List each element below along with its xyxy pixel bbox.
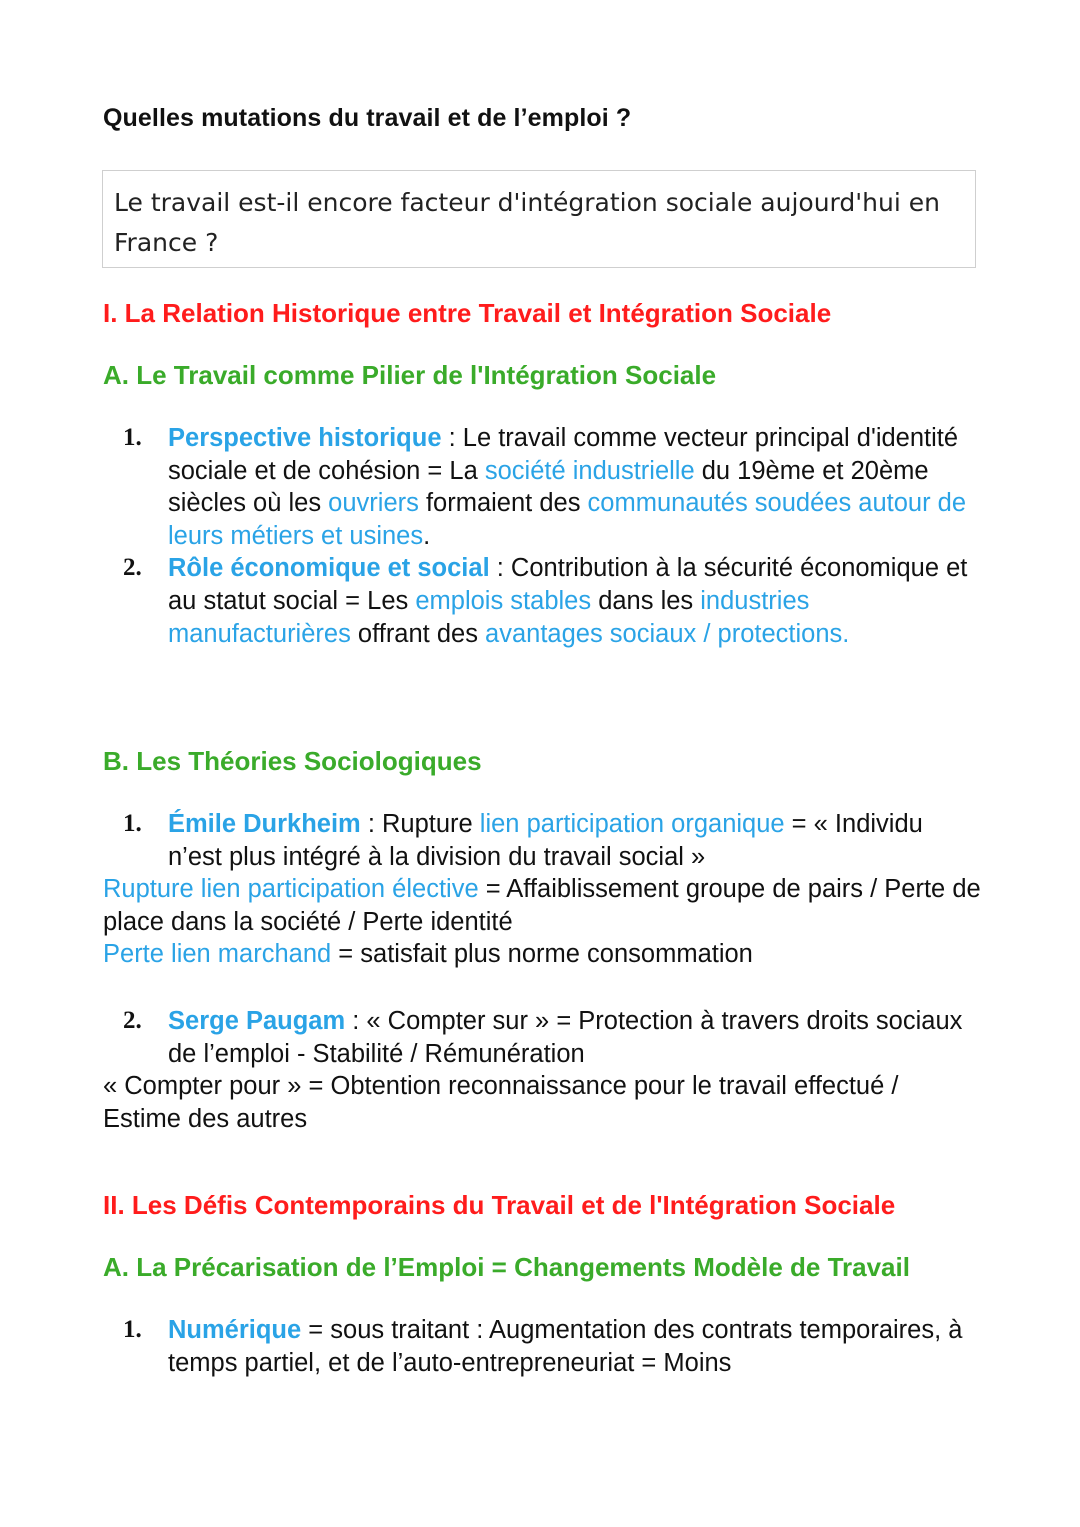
item-term: Émile Durkheim <box>168 810 361 838</box>
item-text: . <box>423 521 431 550</box>
paragraph <box>103 873 983 938</box>
highlight-text: lien participation organique <box>479 810 785 838</box>
item-term: Serge Paugam <box>168 1007 346 1035</box>
item-text: dans les <box>591 586 701 615</box>
part-2-heading: II. Les Défis Contemporains du Travail et de l'Intégration Sociale <box>103 1190 896 1220</box>
item-text: = « Individu n’est plus intégré à la division du travail social » <box>168 810 923 871</box>
item-number: 1. <box>123 810 142 837</box>
item-number: 1. <box>123 424 142 451</box>
list-item <box>103 552 983 650</box>
item-text: : « Compter sur » = Protection à travers droits sociaux de l’emploi - Stabilité / Rémunération <box>168 1007 963 1068</box>
item-text: du 19ème et 20ème siècles où les <box>168 456 929 518</box>
item-text: offrant des <box>350 619 486 648</box>
highlight-text: ouvriers <box>328 489 419 518</box>
list-item <box>103 1005 983 1070</box>
item-term: Rôle économique et social <box>168 554 490 583</box>
list-item <box>103 1314 983 1379</box>
question-box: Le travail est-il encore facteur d'intégration sociale aujourd'hui en France ? <box>102 170 976 268</box>
item-number: 2. <box>123 1007 142 1034</box>
durkheim-block <box>103 808 983 971</box>
paragraph-text: = Affaiblissement groupe de pairs / Perte de place dans la société / Perte identité <box>103 875 981 936</box>
item-number: 2. <box>123 554 142 582</box>
highlight-text: emplois stables <box>415 586 592 615</box>
section-1b-heading: B. Les Théories Sociologiques <box>103 746 482 776</box>
section-2a-list <box>103 1314 983 1379</box>
highlight-text: Perte lien marchand <box>103 940 332 969</box>
paragraph <box>103 938 983 971</box>
item-term: Numérique <box>168 1316 302 1344</box>
section-2a-heading: A. La Précarisation de l’Emploi = Changements Modèle de Travail <box>103 1252 910 1282</box>
highlight-text: Rupture lien participation élective <box>103 875 479 904</box>
highlight-text: communautés soudées autour de leurs métiers et usines <box>168 489 967 550</box>
document-title: Quelles mutations du travail et de l’emploi ? <box>103 104 632 132</box>
highlight-text: société industrielle <box>484 456 695 485</box>
item-text: : Le travail comme vecteur principal d'identité sociale et de cohésion = La <box>168 424 959 485</box>
item-text: : Contribution à la sécurité économique et au statut social = Les <box>168 554 968 615</box>
item-text: = sous traitant : Augmentation des contrats temporaires, à temps partiel, et de l’auto-entrepreneuriat = Moins <box>168 1316 963 1377</box>
highlight-text: avantages sociaux / protections. <box>485 619 850 648</box>
part-1-heading: I. La Relation Historique entre Travail et Intégration Sociale <box>103 298 832 328</box>
section-1a-heading: A. Le Travail comme Pilier de l'Intégration Sociale <box>103 360 717 390</box>
list-item <box>103 808 983 873</box>
highlight-text: industries manufacturières <box>168 586 810 648</box>
section-1a-list <box>103 422 983 650</box>
item-number: 1. <box>123 1316 142 1343</box>
item-text: formaient des <box>418 489 588 518</box>
paugam-block <box>103 1005 983 1135</box>
paragraph-text: = satisfait plus norme consommation <box>331 940 753 969</box>
item-term: Perspective historique <box>168 424 442 452</box>
item-text: : Rupture <box>360 810 480 838</box>
paragraph: « Compter pour » = Obtention reconnaissance pour le travail effectué / Estime des autres <box>103 1072 899 1133</box>
list-item <box>103 422 983 552</box>
